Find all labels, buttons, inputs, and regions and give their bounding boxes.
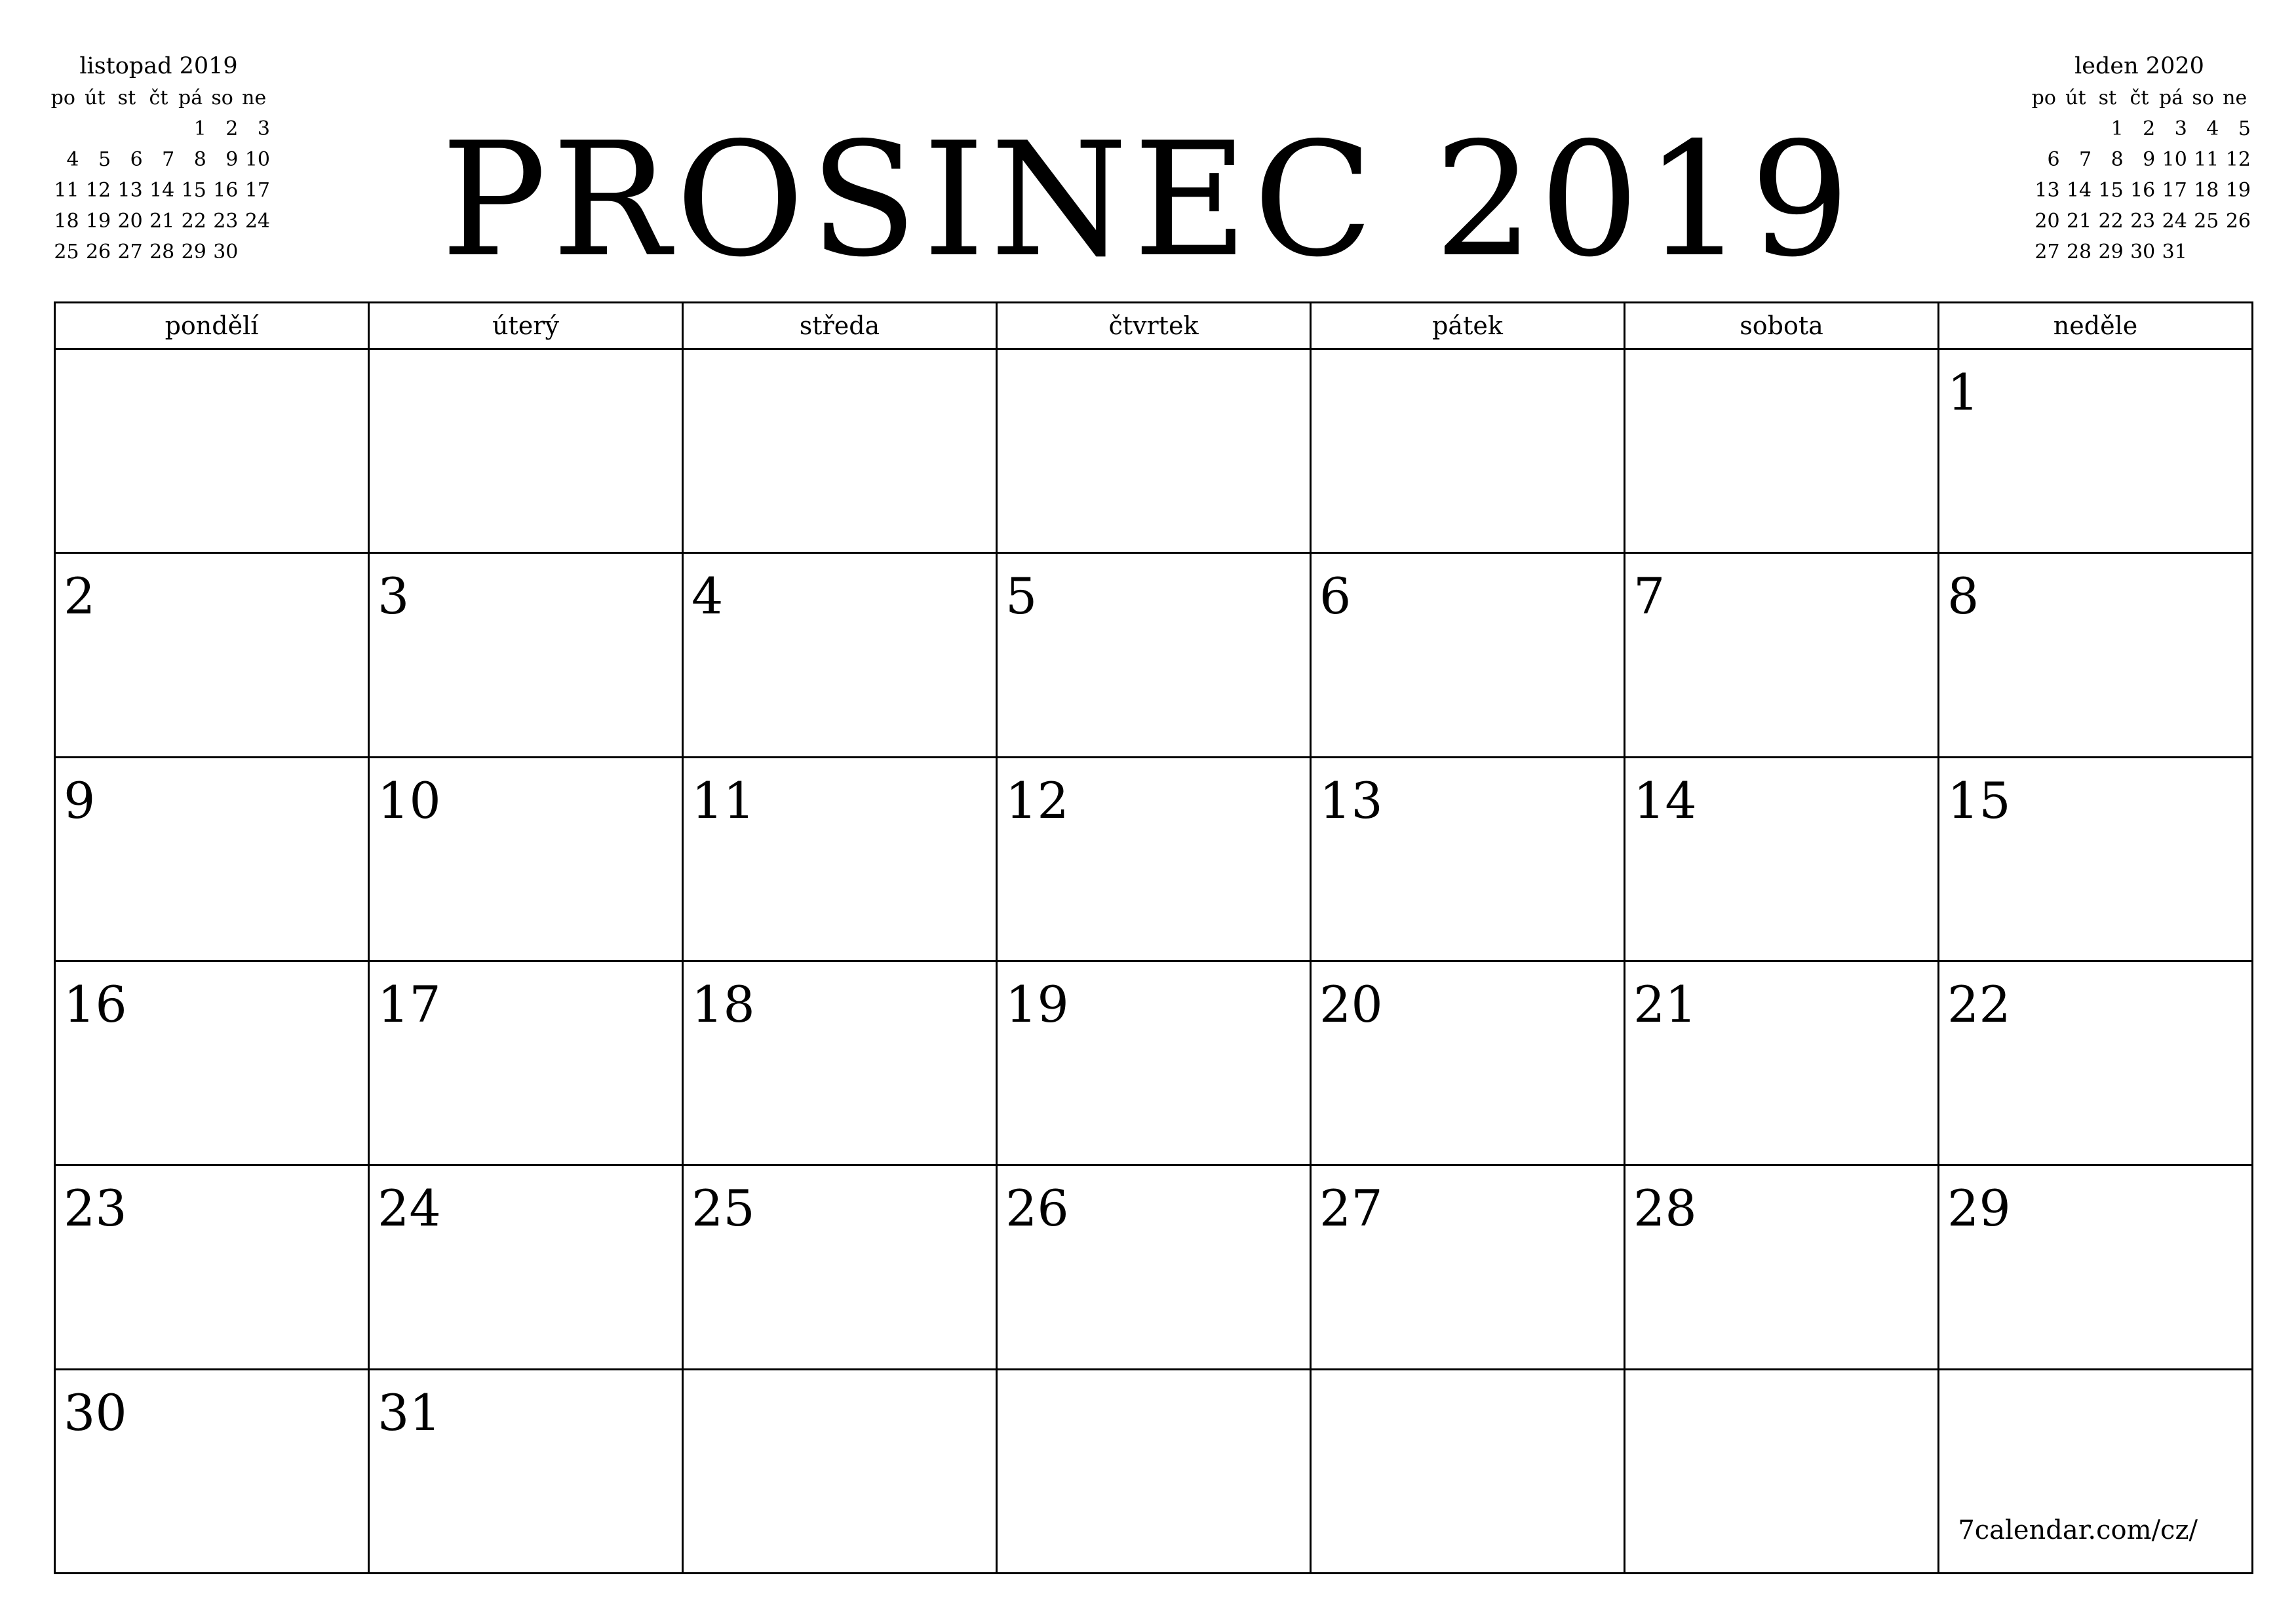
- mini-weekday: pá: [178, 87, 203, 109]
- mini-calendar-next: [2028, 51, 2251, 267]
- mini-weekday: pá: [2158, 87, 2184, 109]
- day-number: 7: [1633, 567, 1665, 626]
- day-number: 25: [691, 1179, 755, 1238]
- day-cell: [1939, 1165, 2253, 1369]
- day-cell: [1939, 961, 2253, 1165]
- mini-day: 10: [2162, 148, 2187, 171]
- day-cell: [1311, 961, 1625, 1165]
- day-cell: [369, 1369, 683, 1573]
- mini-day: 28: [149, 241, 175, 263]
- mini-calendar-next-table: [2028, 83, 2251, 267]
- day-cell: [55, 961, 369, 1165]
- mini-day: 28: [2066, 241, 2092, 263]
- mini-day: 5: [2238, 117, 2251, 140]
- mini-day: 12: [2225, 148, 2251, 171]
- day-cell: [1625, 349, 1939, 553]
- day-number: 9: [64, 771, 96, 830]
- day-cell: [1939, 349, 2253, 553]
- day-cell: [369, 1165, 683, 1369]
- mini-day: 29: [181, 241, 206, 263]
- day-number: 27: [1319, 1179, 1383, 1238]
- mini-day: 5: [98, 148, 111, 171]
- day-number: 6: [1319, 567, 1352, 626]
- mini-weekday: po: [50, 87, 75, 109]
- mini-day: 8: [2111, 148, 2124, 171]
- day-cell: [55, 553, 369, 757]
- mini-weekday: st: [2098, 87, 2117, 109]
- day-number: 3: [378, 567, 410, 626]
- mini-calendar-prev-title: listopad 2019: [79, 53, 238, 79]
- day-cell: [997, 961, 1311, 1165]
- day-cell: [369, 553, 683, 757]
- day-number: 13: [1319, 771, 1383, 830]
- day-number: 18: [691, 975, 755, 1034]
- mini-day: 2: [2143, 117, 2156, 140]
- day-cell: [1311, 349, 1625, 553]
- mini-day: 18: [54, 210, 79, 233]
- mini-day: 8: [193, 148, 206, 171]
- mini-day: 15: [2098, 179, 2124, 202]
- mini-day: 2: [225, 117, 239, 140]
- day-cell: [1939, 553, 2253, 757]
- mini-day: 20: [2034, 210, 2060, 233]
- weekday-header: středa: [683, 303, 997, 349]
- day-number: 2: [64, 567, 96, 626]
- day-cell: [683, 1369, 997, 1573]
- mini-week-row: [2028, 206, 2251, 237]
- mini-day: [2187, 237, 2219, 267]
- day-cell: [1625, 1369, 1939, 1573]
- day-number: 31: [378, 1383, 441, 1442]
- mini-day: 21: [149, 210, 175, 233]
- day-cell: [369, 349, 683, 553]
- day-number: 24: [378, 1179, 441, 1238]
- day-cell: [369, 757, 683, 961]
- mini-weekday: so: [211, 87, 233, 109]
- mini-week-row: [2028, 237, 2251, 267]
- day-number: 30: [64, 1383, 127, 1442]
- mini-day: 11: [2194, 148, 2219, 171]
- mini-day: 17: [244, 179, 270, 202]
- day-number: 10: [378, 771, 441, 830]
- mini-day: 21: [2066, 210, 2092, 233]
- mini-day: 16: [2130, 179, 2156, 202]
- day-number: 14: [1633, 771, 1697, 830]
- mini-day: 14: [2066, 179, 2092, 202]
- mini-day: 13: [2034, 179, 2060, 202]
- day-number: 12: [1005, 771, 1069, 830]
- mini-day: 25: [54, 241, 79, 263]
- day-cell: [683, 757, 997, 961]
- mini-day: 23: [213, 210, 239, 233]
- mini-day: 13: [117, 179, 143, 202]
- day-cell: [1625, 553, 1939, 757]
- day-number: 19: [1005, 975, 1069, 1034]
- mini-day: 1: [2111, 117, 2124, 140]
- mini-day: 4: [66, 148, 79, 171]
- week-row: [55, 757, 2253, 961]
- day-number: 5: [1005, 567, 1038, 626]
- day-cell: [1625, 961, 1939, 1165]
- mini-day: 27: [117, 241, 143, 263]
- week-row: [55, 553, 2253, 757]
- mini-day: 27: [2034, 241, 2060, 263]
- day-cell: [997, 553, 1311, 757]
- day-cell: [55, 1165, 369, 1369]
- mini-day: 4: [2206, 117, 2219, 140]
- site-link[interactable]: 7calendar.com/cz/: [1958, 1515, 2198, 1545]
- mini-day: 14: [149, 179, 175, 202]
- mini-weekday: so: [2192, 87, 2214, 109]
- day-cell: [1311, 1369, 1625, 1573]
- day-cell: [369, 961, 683, 1165]
- mini-day: 7: [2079, 148, 2092, 171]
- mini-day: 20: [117, 210, 143, 233]
- mini-day: [2028, 113, 2060, 144]
- mini-day: 25: [2194, 210, 2219, 233]
- day-cell: [997, 349, 1311, 553]
- mini-day: 29: [2098, 241, 2124, 263]
- weekday-header: čtvrtek: [997, 303, 1311, 349]
- mini-week-row: [2028, 175, 2251, 206]
- day-number: 15: [1947, 771, 2011, 830]
- mini-day: 30: [2130, 241, 2156, 263]
- day-cell: [683, 553, 997, 757]
- day-cell: [1625, 757, 1939, 961]
- mini-day: 24: [244, 210, 270, 233]
- week-row: [55, 1369, 2253, 1573]
- day-cell: [1625, 1165, 1939, 1369]
- mini-day: 17: [2162, 179, 2187, 202]
- mini-day: 31: [2162, 241, 2187, 263]
- weekday-header-row: [55, 303, 2253, 349]
- mini-day: 30: [213, 241, 239, 263]
- weekday-header: úterý: [369, 303, 683, 349]
- day-cell: [55, 1369, 369, 1573]
- mini-day: 9: [2143, 148, 2156, 171]
- mini-day: 10: [244, 148, 270, 171]
- day-cell: [997, 1369, 1311, 1573]
- mini-day: 19: [2225, 179, 2251, 202]
- mini-weekday: po: [2031, 87, 2056, 109]
- mini-day: 12: [85, 179, 111, 202]
- day-cell: [1939, 757, 2253, 961]
- day-number: 8: [1947, 567, 1979, 626]
- mini-day: 7: [162, 148, 175, 171]
- day-cell: [1311, 757, 1625, 961]
- mini-weekday: ne: [242, 87, 267, 109]
- page-title: PROSINEC 2019: [440, 108, 1856, 292]
- mini-day: 6: [2047, 148, 2060, 171]
- mini-day: 6: [130, 148, 143, 171]
- mini-weekday: čt: [149, 87, 168, 109]
- day-number: 26: [1005, 1179, 1069, 1238]
- mini-day: 11: [54, 179, 79, 202]
- week-row: [55, 961, 2253, 1165]
- day-number: 4: [691, 567, 724, 626]
- mini-day: 3: [2174, 117, 2187, 140]
- mini-weekday: út: [2065, 87, 2086, 109]
- day-number: 17: [378, 975, 441, 1034]
- day-cell: [55, 349, 369, 553]
- day-cell: [55, 757, 369, 961]
- day-cell: [997, 1165, 1311, 1369]
- mini-day: 15: [181, 179, 206, 202]
- mini-calendar-next-title: leden 2020: [2074, 53, 2204, 79]
- mini-weekday-row: [2028, 83, 2251, 113]
- day-number: 20: [1319, 975, 1383, 1034]
- day-cell: [1939, 1369, 2253, 1573]
- mini-week-row: [2028, 113, 2251, 144]
- mini-weekday: út: [85, 87, 106, 109]
- mini-week-row: [2028, 144, 2251, 175]
- month-grid: [54, 301, 2253, 1574]
- weekday-header: sobota: [1625, 303, 1939, 349]
- day-cell: [1311, 1165, 1625, 1369]
- mini-day: [2219, 237, 2251, 267]
- mini-day: [2060, 113, 2092, 144]
- mini-day: 24: [2162, 210, 2187, 233]
- day-number: 28: [1633, 1179, 1697, 1238]
- mini-day: 3: [257, 117, 270, 140]
- mini-weekday-row: [47, 83, 270, 113]
- mini-day: 26: [2225, 210, 2251, 233]
- mini-day: 9: [225, 148, 239, 171]
- day-cell: [683, 349, 997, 553]
- day-number: 29: [1947, 1179, 2011, 1238]
- mini-day: 22: [181, 210, 206, 233]
- mini-day: 16: [213, 179, 239, 202]
- weekday-header: neděle: [1939, 303, 2253, 349]
- day-number: 11: [691, 771, 755, 830]
- day-number: 1: [1947, 363, 1979, 421]
- day-number: 16: [64, 975, 127, 1034]
- mini-day: 19: [85, 210, 111, 233]
- weekday-header: pátek: [1311, 303, 1625, 349]
- day-cell: [1311, 553, 1625, 757]
- week-row: [55, 349, 2253, 553]
- mini-day: 1: [193, 117, 206, 140]
- weekday-header: pondělí: [55, 303, 369, 349]
- mini-day: 26: [85, 241, 111, 263]
- day-number: 23: [64, 1179, 127, 1238]
- mini-weekday: ne: [2223, 87, 2247, 109]
- day-number: 22: [1947, 975, 2011, 1034]
- mini-day: 22: [2098, 210, 2124, 233]
- day-number: 21: [1633, 975, 1697, 1034]
- day-cell: [683, 1165, 997, 1369]
- mini-weekday: čt: [2130, 87, 2149, 109]
- week-row: [55, 1165, 2253, 1369]
- mini-weekday: st: [117, 87, 136, 109]
- mini-day: 23: [2130, 210, 2156, 233]
- mini-day: 18: [2194, 179, 2219, 202]
- day-cell: [997, 757, 1311, 961]
- day-cell: [683, 961, 997, 1165]
